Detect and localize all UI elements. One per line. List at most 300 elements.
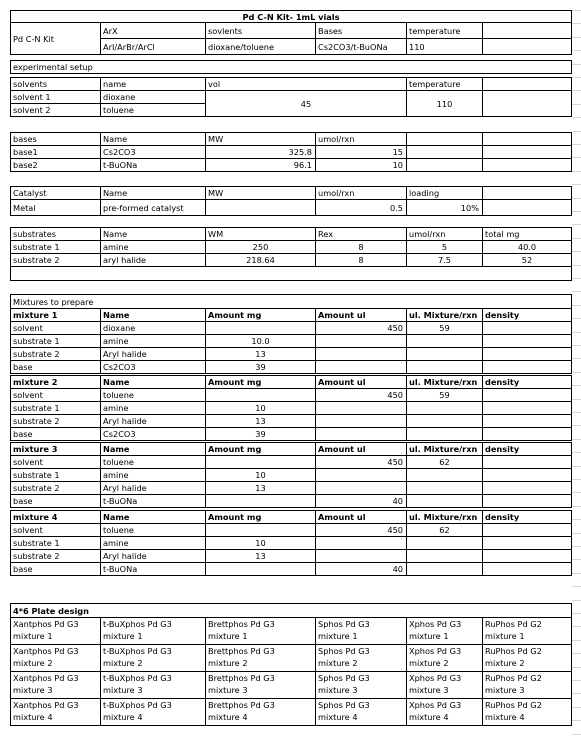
plate-well-catalyst: Xantphos Pd G3 bbox=[13, 619, 79, 629]
plate-well-mixture: mixture 2 bbox=[103, 658, 143, 668]
gridline bbox=[572, 10, 581, 11]
plate-well[interactable] bbox=[482, 671, 572, 699]
plate-well-catalyst: Sphos Pd G3 bbox=[318, 673, 370, 683]
plate-well[interactable] bbox=[406, 671, 483, 699]
amount-mg-header[interactable]: Amount mg bbox=[205, 510, 316, 524]
plate-well[interactable] bbox=[100, 617, 206, 645]
mixture-amount-ul[interactable]: 40 bbox=[315, 562, 407, 576]
gridline bbox=[572, 77, 581, 78]
plate-well[interactable] bbox=[406, 698, 483, 726]
mixture-per-rxn[interactable] bbox=[406, 562, 483, 576]
gridline bbox=[572, 104, 581, 105]
plate-well-mixture: mixture 2 bbox=[13, 658, 53, 668]
temperature-header[interactable]: temperature bbox=[406, 77, 483, 91]
mixture-per-rxn-header[interactable]: ul. Mixture/rxn bbox=[406, 375, 483, 389]
mixture-row-label[interactable]: substrate 2 bbox=[10, 347, 101, 361]
mixture-row-name[interactable]: Cs2CO3 bbox=[100, 360, 206, 374]
density-cell[interactable] bbox=[482, 347, 572, 361]
mixture-row-name[interactable]: Cs2CO3 bbox=[100, 427, 206, 441]
plate-well-catalyst: Brettphos Pd G3 bbox=[208, 700, 275, 710]
gridline bbox=[572, 533, 581, 534]
mixture-row-name[interactable]: Aryl halide bbox=[100, 549, 206, 563]
plate-well[interactable] bbox=[205, 671, 316, 699]
substrate-label[interactable]: substrate 1 bbox=[10, 240, 101, 254]
plate-well[interactable] bbox=[10, 671, 101, 699]
mixture-amount-ul[interactable] bbox=[315, 401, 407, 415]
plate-well-catalyst: t-BuXphos Pd G3 bbox=[103, 700, 172, 710]
amount-ul-header[interactable]: Amount ul bbox=[315, 375, 407, 389]
base-mw[interactable]: 325.8 bbox=[205, 145, 316, 159]
temperature-value[interactable]: 110 bbox=[406, 90, 483, 117]
mixture-amount-ul[interactable] bbox=[315, 347, 407, 361]
mixture-row-name[interactable]: amine bbox=[100, 334, 206, 348]
umol-header[interactable]: umol/rxn bbox=[315, 186, 407, 200]
wm-header[interactable]: WM bbox=[205, 227, 316, 241]
plate-well[interactable] bbox=[482, 617, 572, 645]
amount-mg-header[interactable]: Amount mg bbox=[205, 442, 316, 456]
gridline bbox=[572, 452, 581, 453]
amount-mg-header[interactable]: Amount mg bbox=[205, 375, 316, 389]
density-cell[interactable] bbox=[482, 427, 572, 441]
plate-well[interactable] bbox=[482, 698, 572, 726]
plate-well-mixture: mixture 2 bbox=[208, 658, 248, 668]
density-cell[interactable] bbox=[482, 360, 572, 374]
mixture-per-rxn[interactable]: 62 bbox=[406, 523, 483, 537]
plate-well-mixture: mixture 3 bbox=[103, 685, 143, 695]
substrate-umol[interactable]: 7.5 bbox=[406, 253, 483, 267]
amount-ul-header[interactable]: Amount ul bbox=[315, 510, 407, 524]
gridline bbox=[572, 64, 581, 65]
solvent1-label[interactable]: solvent 1 bbox=[10, 90, 101, 104]
gridline bbox=[572, 626, 581, 627]
gridline bbox=[572, 23, 581, 24]
mixture-per-rxn[interactable] bbox=[406, 401, 483, 415]
empty-cell[interactable] bbox=[482, 132, 572, 146]
base-umol[interactable]: 15 bbox=[315, 145, 407, 159]
gridline bbox=[572, 90, 581, 91]
plate-well-mixture: mixture 4 bbox=[409, 712, 449, 722]
arx-value-cell[interactable]: ArI/ArBr/ArCl bbox=[100, 38, 206, 55]
mixture-per-rxn[interactable] bbox=[406, 414, 483, 428]
substrate-rex[interactable]: 8 bbox=[315, 240, 407, 254]
mixture-amount-ul[interactable] bbox=[315, 468, 407, 482]
gridline bbox=[572, 265, 581, 266]
base-name[interactable]: t-BuONa bbox=[100, 158, 206, 172]
plate-well[interactable] bbox=[315, 671, 407, 699]
mixture-row-name[interactable]: amine bbox=[100, 536, 206, 550]
substrate-wm[interactable]: 250 bbox=[205, 240, 316, 254]
mixture-per-rxn[interactable] bbox=[406, 481, 483, 495]
plate-well-catalyst: Xantphos Pd G3 bbox=[13, 673, 79, 683]
amount-ul-header[interactable]: Amount ul bbox=[315, 442, 407, 456]
plate-well[interactable] bbox=[482, 644, 572, 672]
density-cell[interactable] bbox=[482, 455, 572, 469]
plate-well-catalyst: t-BuXphos Pd G3 bbox=[103, 619, 172, 629]
empty-cell[interactable] bbox=[482, 145, 572, 159]
gridline bbox=[572, 707, 581, 708]
mixture-row-label[interactable]: solvent bbox=[10, 523, 101, 537]
density-header[interactable]: density bbox=[482, 308, 572, 322]
mixture-amount-mg[interactable]: 13 bbox=[205, 414, 316, 428]
mixture-per-rxn[interactable] bbox=[406, 360, 483, 374]
mixture-amount-mg[interactable] bbox=[205, 562, 316, 576]
plate-well[interactable] bbox=[205, 644, 316, 672]
name-header[interactable]: Name bbox=[100, 186, 206, 200]
mixture-amount-mg[interactable]: 13 bbox=[205, 481, 316, 495]
plate-well[interactable] bbox=[10, 617, 101, 645]
mixture-row-label[interactable]: solvent bbox=[10, 321, 101, 335]
mixture-row-label[interactable]: base bbox=[10, 494, 101, 508]
mixture-amount-ul[interactable]: 450 bbox=[315, 388, 407, 402]
mixture-amount-ul[interactable] bbox=[315, 334, 407, 348]
rex-header[interactable]: Rex bbox=[315, 227, 407, 241]
density-cell[interactable] bbox=[482, 321, 572, 335]
plate-well-mixture: mixture 1 bbox=[409, 631, 449, 641]
mixture-row-label[interactable]: substrate 2 bbox=[10, 481, 101, 495]
mixture-row-name[interactable]: Aryl halide bbox=[100, 414, 206, 428]
mixture-row-label[interactable]: solvent bbox=[10, 455, 101, 469]
plate-well-catalyst: Xphos Pd G3 bbox=[409, 619, 462, 629]
plate-well[interactable] bbox=[205, 698, 316, 726]
amount-mg-header[interactable]: Amount mg bbox=[205, 308, 316, 322]
plate-well-catalyst: Xphos Pd G3 bbox=[409, 646, 462, 656]
plate-well-mixture: mixture 4 bbox=[318, 712, 358, 722]
plate-well[interactable] bbox=[406, 617, 483, 645]
mixture-title[interactable]: mixture 1 bbox=[10, 308, 101, 322]
mixture-amount-mg[interactable] bbox=[205, 321, 316, 335]
experimental-setup-heading[interactable]: experimental setup bbox=[10, 60, 572, 74]
mixture-row-name[interactable]: dioxane bbox=[100, 321, 206, 335]
base-label[interactable]: base2 bbox=[10, 158, 101, 172]
gridline bbox=[572, 653, 581, 654]
substrates-header[interactable]: substrates bbox=[10, 227, 101, 241]
gridline bbox=[572, 667, 581, 668]
vol-header[interactable]: vol bbox=[205, 77, 407, 91]
mixture-amount-ul[interactable] bbox=[315, 549, 407, 563]
mixture-amount-ul[interactable] bbox=[315, 536, 407, 550]
gridline bbox=[572, 734, 581, 735]
gridline bbox=[572, 211, 581, 212]
mixtures-heading[interactable]: Mixtures to prepare bbox=[10, 294, 572, 309]
substrate-name[interactable]: aryl halide bbox=[100, 253, 206, 267]
plate-well[interactable] bbox=[100, 644, 206, 672]
plate-well-mixture: mixture 1 bbox=[13, 631, 53, 641]
gridline bbox=[572, 117, 581, 118]
metal-label[interactable]: Metal bbox=[10, 199, 101, 216]
density-cell[interactable] bbox=[482, 414, 572, 428]
bases-value-cell[interactable]: Cs2CO3/t-BuONa bbox=[315, 38, 407, 55]
name-header[interactable]: Name bbox=[100, 132, 206, 146]
mixture-amount-ul[interactable]: 450 bbox=[315, 321, 407, 335]
base-label[interactable]: base1 bbox=[10, 145, 101, 159]
name-header[interactable]: Name bbox=[100, 375, 206, 389]
mixture-row-label[interactable]: substrate 2 bbox=[10, 414, 101, 428]
density-cell[interactable] bbox=[482, 388, 572, 402]
plate-well[interactable] bbox=[205, 617, 316, 645]
mixture-row-name[interactable]: toluene bbox=[100, 523, 206, 537]
gridline bbox=[572, 50, 581, 51]
gridline bbox=[572, 251, 581, 252]
plate-well[interactable] bbox=[315, 617, 407, 645]
mixture-per-rxn[interactable]: 62 bbox=[406, 455, 483, 469]
plate-well-mixture: mixture 1 bbox=[485, 631, 525, 641]
gridline bbox=[572, 720, 581, 721]
bases-label-cell[interactable]: Bases bbox=[315, 22, 407, 39]
total-mg-header[interactable]: total mg bbox=[482, 227, 572, 241]
plate-well-mixture: mixture 1 bbox=[208, 631, 248, 641]
mixture-per-rxn[interactable] bbox=[406, 468, 483, 482]
substrate-rex[interactable]: 8 bbox=[315, 253, 407, 267]
density-cell[interactable] bbox=[482, 468, 572, 482]
mixture-per-rxn[interactable] bbox=[406, 347, 483, 361]
mixture-per-rxn-header[interactable]: ul. Mixture/rxn bbox=[406, 510, 483, 524]
base-umol[interactable]: 10 bbox=[315, 158, 407, 172]
empty-cell[interactable] bbox=[482, 77, 572, 91]
density-cell[interactable] bbox=[482, 549, 572, 563]
mixture-row-name[interactable]: t-BuONa bbox=[100, 562, 206, 576]
plate-well-catalyst: t-BuXphos Pd G3 bbox=[103, 673, 172, 683]
plate-well-mixture: mixture 4 bbox=[13, 712, 53, 722]
gridline bbox=[572, 171, 581, 172]
plate-well-mixture: mixture 4 bbox=[103, 712, 143, 722]
gridline bbox=[572, 37, 581, 38]
gridline bbox=[572, 305, 581, 306]
substrate-total-mg[interactable]: 52 bbox=[482, 253, 572, 267]
plate-well-catalyst: RuPhos Pd G2 bbox=[485, 673, 542, 683]
gridline bbox=[572, 559, 581, 560]
mixture-amount-mg[interactable]: 13 bbox=[205, 347, 316, 361]
mixture-per-rxn[interactable] bbox=[406, 536, 483, 550]
base-name[interactable]: Cs2CO3 bbox=[100, 145, 206, 159]
mixture-amount-mg[interactable]: 13 bbox=[205, 549, 316, 563]
mixture-amount-mg[interactable]: 10 bbox=[205, 401, 316, 415]
mixture-row-label[interactable]: solvent bbox=[10, 388, 101, 402]
temperature-value-cell[interactable]: 110 bbox=[406, 38, 483, 55]
mixture-row-name[interactable]: toluene bbox=[100, 455, 206, 469]
solvent1-name[interactable]: dioxane bbox=[100, 90, 206, 104]
vol-value[interactable]: 45 bbox=[205, 90, 407, 117]
mixture-row-label[interactable]: base bbox=[10, 360, 101, 374]
name-header[interactable]: name bbox=[100, 77, 206, 91]
mixture-row-name[interactable]: amine bbox=[100, 468, 206, 482]
sheet-title[interactable]: Pd C-N Kit- 1mL vials bbox=[10, 10, 572, 23]
mixture-row-label[interactable]: base bbox=[10, 427, 101, 441]
base-mw[interactable]: 96.1 bbox=[205, 158, 316, 172]
mixture-amount-mg[interactable]: 10.0 bbox=[205, 334, 316, 348]
catalyst-name[interactable]: pre-formed catalyst bbox=[100, 199, 206, 216]
gridline bbox=[572, 466, 581, 467]
density-header[interactable]: density bbox=[482, 442, 572, 456]
plate-well-catalyst: Brettphos Pd G3 bbox=[208, 646, 275, 656]
plate-well-mixture: mixture 3 bbox=[485, 685, 525, 695]
solvents-header[interactable]: solvents bbox=[10, 77, 101, 91]
mixture-per-rxn[interactable] bbox=[406, 549, 483, 563]
gridline bbox=[572, 345, 581, 346]
mixture-per-rxn[interactable] bbox=[406, 427, 483, 441]
empty-cell[interactable] bbox=[482, 186, 572, 200]
mixture-amount-mg[interactable] bbox=[205, 455, 316, 469]
mixture-amount-mg[interactable] bbox=[205, 523, 316, 537]
gridline bbox=[572, 399, 581, 400]
gridline bbox=[572, 613, 581, 614]
empty-cell[interactable] bbox=[482, 199, 572, 216]
plate-well-mixture: mixture 3 bbox=[208, 685, 248, 695]
name-header[interactable]: Name bbox=[100, 442, 206, 456]
name-header[interactable]: Name bbox=[100, 308, 206, 322]
mixture-row-name[interactable]: Aryl halide bbox=[100, 481, 206, 495]
kit-name-cell[interactable]: Pd C-N Kit bbox=[10, 22, 101, 55]
mixture-per-rxn-header[interactable]: ul. Mixture/rxn bbox=[406, 308, 483, 322]
density-header[interactable]: density bbox=[482, 375, 572, 389]
density-cell[interactable] bbox=[482, 494, 572, 508]
plate-well-catalyst: Xphos Pd G3 bbox=[409, 700, 462, 710]
mixture-row-label[interactable]: base bbox=[10, 562, 101, 576]
temperature-label-cell[interactable]: temperature bbox=[406, 22, 483, 39]
gridline bbox=[572, 586, 581, 587]
mixture-amount-mg[interactable]: 10 bbox=[205, 536, 316, 550]
mixture-row-name[interactable]: t-BuONa bbox=[100, 494, 206, 508]
plate-well-catalyst: Sphos Pd G3 bbox=[318, 646, 370, 656]
density-cell[interactable] bbox=[482, 536, 572, 550]
mixture-amount-mg[interactable]: 10 bbox=[205, 468, 316, 482]
gridline bbox=[572, 425, 581, 426]
density-cell[interactable] bbox=[482, 481, 572, 495]
mixture-amount-mg[interactable]: 39 bbox=[205, 360, 316, 374]
empty-cell[interactable] bbox=[406, 132, 483, 146]
gridline bbox=[572, 693, 581, 694]
solvent2-name[interactable]: toluene bbox=[100, 103, 206, 117]
mixture-row-label[interactable]: substrate 1 bbox=[10, 401, 101, 415]
mixture-amount-mg[interactable] bbox=[205, 494, 316, 508]
density-header[interactable]: density bbox=[482, 510, 572, 524]
mixture-amount-ul[interactable]: 450 bbox=[315, 523, 407, 537]
plate-well[interactable] bbox=[100, 698, 206, 726]
mixture-amount-mg[interactable]: 39 bbox=[205, 427, 316, 441]
plate-well-catalyst: Xantphos Pd G3 bbox=[13, 646, 79, 656]
plate-well[interactable] bbox=[315, 698, 407, 726]
gridline bbox=[572, 332, 581, 333]
empty-row[interactable] bbox=[10, 266, 572, 281]
plate-well[interactable] bbox=[10, 644, 101, 672]
umol-header[interactable]: umol/rxn bbox=[315, 132, 407, 146]
umol-header[interactable]: umol/rxn bbox=[406, 227, 483, 241]
catalyst-loading[interactable]: 10% bbox=[406, 199, 483, 216]
mixture-row-label[interactable]: substrate 2 bbox=[10, 549, 101, 563]
mw-header[interactable]: MW bbox=[205, 186, 316, 200]
mixture-title[interactable]: mixture 3 bbox=[10, 442, 101, 456]
density-cell[interactable] bbox=[482, 523, 572, 537]
gridline bbox=[572, 492, 581, 493]
plate-well-catalyst: Xphos Pd G3 bbox=[409, 673, 462, 683]
substrate-label[interactable]: substrate 2 bbox=[10, 253, 101, 267]
mixture-amount-ul[interactable] bbox=[315, 360, 407, 374]
plate-design-heading[interactable]: 4*6 Plate design bbox=[10, 603, 572, 618]
plate-well[interactable] bbox=[100, 671, 206, 699]
name-header[interactable]: Name bbox=[100, 510, 206, 524]
mixture-amount-ul[interactable] bbox=[315, 427, 407, 441]
plate-well-catalyst: Brettphos Pd G3 bbox=[208, 673, 275, 683]
gridline bbox=[572, 318, 581, 319]
empty-cell[interactable] bbox=[406, 145, 483, 159]
mw-header[interactable]: MW bbox=[205, 132, 316, 146]
mixture-row-name[interactable]: amine bbox=[100, 401, 206, 415]
empty-cell[interactable] bbox=[482, 90, 572, 117]
gridline bbox=[572, 198, 581, 199]
plate-well-catalyst: RuPhos Pd G2 bbox=[485, 646, 542, 656]
gridline bbox=[572, 372, 581, 373]
empty-cell[interactable] bbox=[406, 158, 483, 172]
arx-label-cell[interactable]: ArX bbox=[100, 22, 206, 39]
plate-well[interactable] bbox=[406, 644, 483, 672]
mixture-row-label[interactable]: substrate 1 bbox=[10, 468, 101, 482]
plate-well-catalyst: Sphos Pd G3 bbox=[318, 619, 370, 629]
plate-well-mixture: mixture 4 bbox=[485, 712, 525, 722]
mixture-per-rxn-header[interactable]: ul. Mixture/rxn bbox=[406, 442, 483, 456]
density-cell[interactable] bbox=[482, 562, 572, 576]
gridline bbox=[572, 184, 581, 185]
empty-cell[interactable] bbox=[482, 38, 572, 55]
bases-header[interactable]: bases bbox=[10, 132, 101, 146]
mixture-amount-ul[interactable] bbox=[315, 481, 407, 495]
plate-well-mixture: mixture 1 bbox=[103, 631, 143, 641]
mixture-title[interactable]: mixture 4 bbox=[10, 510, 101, 524]
mixture-row-label[interactable]: substrate 1 bbox=[10, 536, 101, 550]
amount-ul-header[interactable]: Amount ul bbox=[315, 308, 407, 322]
catalyst-header[interactable]: Catalyst bbox=[10, 186, 101, 200]
mixture-amount-ul[interactable]: 450 bbox=[315, 455, 407, 469]
mixture-per-rxn[interactable] bbox=[406, 334, 483, 348]
empty-cell[interactable] bbox=[482, 22, 572, 39]
mixture-amount-ul[interactable]: 40 bbox=[315, 494, 407, 508]
gridline bbox=[572, 157, 581, 158]
mixture-row-name[interactable]: Aryl halide bbox=[100, 347, 206, 361]
mixture-title[interactable]: mixture 2 bbox=[10, 375, 101, 389]
mixture-amount-ul[interactable] bbox=[315, 414, 407, 428]
empty-cell[interactable] bbox=[205, 199, 316, 216]
gridline bbox=[572, 479, 581, 480]
gridline bbox=[572, 358, 581, 359]
mixture-row-label[interactable]: substrate 1 bbox=[10, 334, 101, 348]
substrate-total-mg[interactable]: 40.0 bbox=[482, 240, 572, 254]
substrate-name[interactable]: amine bbox=[100, 240, 206, 254]
mixture-amount-mg[interactable] bbox=[205, 388, 316, 402]
name-header[interactable]: Name bbox=[100, 227, 206, 241]
empty-cell[interactable] bbox=[482, 158, 572, 172]
density-cell[interactable] bbox=[482, 401, 572, 415]
solvent2-label[interactable]: solvent 2 bbox=[10, 103, 101, 117]
mixture-per-rxn[interactable]: 59 bbox=[406, 321, 483, 335]
catalyst-umol[interactable]: 0.5 bbox=[315, 199, 407, 216]
substrate-umol[interactable]: 5 bbox=[406, 240, 483, 254]
gridline bbox=[572, 144, 581, 145]
plate-well-catalyst: Xantphos Pd G3 bbox=[13, 700, 79, 710]
density-cell[interactable] bbox=[482, 334, 572, 348]
mixture-row-name[interactable]: toluene bbox=[100, 388, 206, 402]
mixture-per-rxn[interactable] bbox=[406, 494, 483, 508]
substrate-wm[interactable]: 218.64 bbox=[205, 253, 316, 267]
loading-header[interactable]: loading bbox=[406, 186, 483, 200]
plate-well[interactable] bbox=[10, 698, 101, 726]
plate-well-catalyst: Brettphos Pd G3 bbox=[208, 619, 275, 629]
solvents-value-cell[interactable]: dioxane/toluene bbox=[205, 38, 316, 55]
gridline bbox=[572, 385, 581, 386]
plate-well[interactable] bbox=[315, 644, 407, 672]
gridline bbox=[572, 600, 581, 601]
plate-well-catalyst: t-BuXphos Pd G3 bbox=[103, 646, 172, 656]
plate-well-mixture: mixture 3 bbox=[409, 685, 449, 695]
mixture-per-rxn[interactable]: 59 bbox=[406, 388, 483, 402]
solvents-label-cell[interactable]: sovlents bbox=[205, 22, 316, 39]
